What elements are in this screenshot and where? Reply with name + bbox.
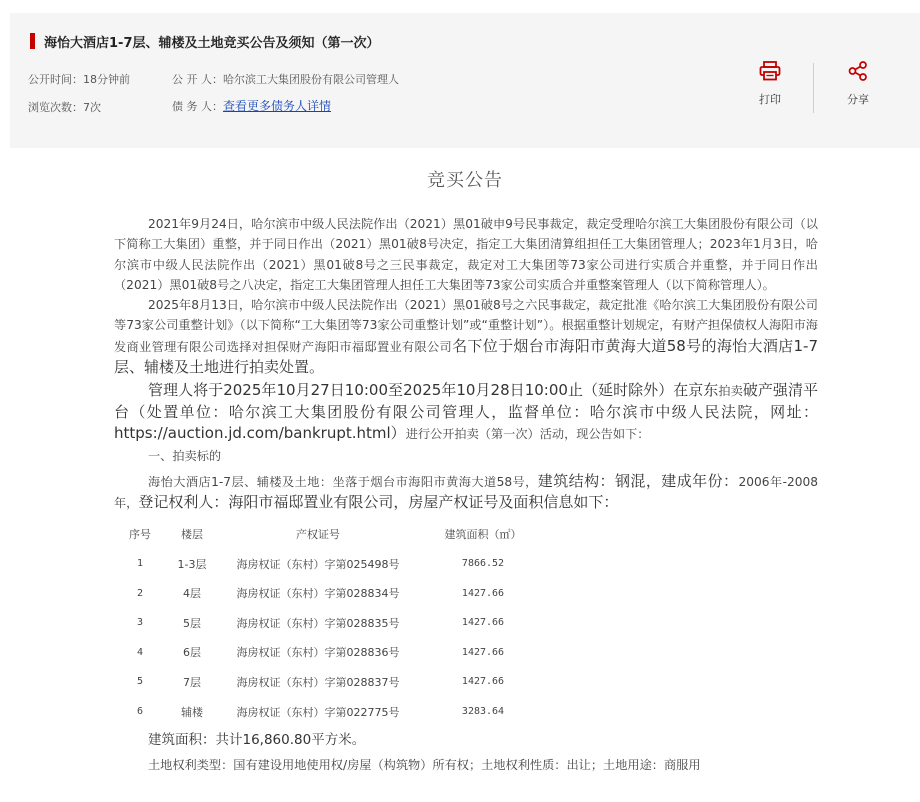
cell-index: 5	[136, 676, 144, 688]
paragraph-2-part-c: 进行拍卖处置。	[219, 358, 325, 377]
cell-floor: 4层	[183, 587, 201, 601]
debtor	[172, 97, 331, 114]
table-row	[114, 667, 548, 697]
paragraph-1: 2021年9月24日，哈尔滨市中级人民法院作出（2021）黑01破申9号民事裁定，裁定受理哈尔滨工大集团股份有限公司（以下简称工大集团）重整，并于同日作出（2021）黑01破8号决定，指定工大集团清算组担任工大集团管理人；2023年1月3日，哈尔滨市中级人民法院作出（2021）黑01破8号之三民事裁定，裁定对工大集团等73家公司进行实质合并重整，并于同日作出（2021）黑01破8号之八决定，指定工大集团管理人担任工大集团等73家公司实质合并重整案管理人（以下简称管理人）。	[114, 217, 818, 292]
paragraph-4-part-a: 海怡大酒店1-7层、辅楼及土地：坐落于烟台市海阳市黄海大道58号，	[148, 474, 538, 489]
publish-time-label: 公开时间：	[28, 73, 83, 86]
action-divider	[813, 63, 814, 113]
col-header-floor: 楼层	[181, 527, 203, 541]
cell-index: 6	[136, 706, 144, 718]
land-right-type: 土地权利类型：国有建设用地使用权/房屋（构筑物）所有权；土地权利性质：出让；土地用途：商服用	[148, 758, 701, 773]
cell-floor: 5层	[183, 616, 201, 630]
cell-area: 1427.66	[461, 646, 505, 658]
cell-index: 4	[136, 646, 144, 658]
notice-body	[114, 214, 818, 773]
cell-floor: 6层	[183, 646, 201, 660]
cell-floor: 7层	[183, 675, 201, 689]
paragraph-2-part-a: 2025年8月13日，哈尔滨市中级人民法院作出（2021）黑01破8号之六民事裁定，裁定批准《哈尔滨工大集团股份有限公司等73家公司重整计划》（以下简称“工大集团等73家公司重整计划”或“重整计划”）。根据重整计划规定，有财产担保债权人海阳市海发商业管理有限公司选择对担保财产海阳市福邸置业有限公司	[114, 298, 818, 354]
cell-area: 1427.66	[461, 587, 505, 599]
paragraph-3-part-b: 拍卖	[718, 384, 743, 399]
publisher-label: 公 开 人：	[172, 73, 223, 86]
debtor-details-link[interactable]: 查看更多债务人详情	[223, 99, 332, 113]
view-count	[28, 99, 101, 115]
share-label: 分享	[847, 93, 869, 106]
paragraph-4	[114, 471, 818, 514]
section-heading-1: 一、拍卖标的	[148, 449, 222, 464]
cell-deed-number: 海房权证（东村）字第028835号	[236, 616, 400, 630]
notice-title: 竞买公告	[427, 170, 503, 191]
cell-index: 1	[136, 558, 144, 570]
cell-deed-number: 海房权证（东村）字第028834号	[236, 587, 400, 601]
paragraph-2-part-b: 名下位于烟台市海阳市黄海大道58号的海怡大酒店1-7层、辅楼及土地	[114, 336, 819, 377]
table-row	[114, 549, 548, 579]
paragraph-3-part-c: 破产强清平台（处置单位：哈尔滨工大集团股份有限公司管理人，监督单位：哈尔滨市中级人民法院，网址：https://auction.jd.com/bankrupt.html）	[114, 381, 819, 442]
share-button[interactable]	[828, 61, 888, 107]
print-button[interactable]	[740, 61, 800, 107]
cell-floor: 1-3层	[177, 557, 207, 571]
col-header-area: 建筑面积（㎡）	[444, 527, 522, 541]
title-bar	[30, 33, 380, 49]
printer-icon	[759, 61, 781, 81]
paragraph-3-part-a: 管理人将于2025年10月27日10:00至2025年10月28日10:00止（延时除外）在京东	[148, 381, 719, 400]
cell-deed-number: 海房权证（东村）字第025498号	[236, 557, 400, 571]
cell-area: 3283.64	[461, 706, 505, 718]
view-count-value: 7次	[83, 101, 101, 114]
cell-index: 2	[136, 587, 144, 599]
table-row	[114, 638, 548, 668]
title-accent-bar	[30, 33, 35, 49]
paragraph-4-part-c: 2006年-2008年，	[114, 474, 818, 510]
notice-header	[10, 13, 920, 148]
page-title: 海怡大酒店1-7层、辅楼及土地竞买公告及须知（第一次）	[44, 35, 380, 51]
table-row	[114, 697, 548, 727]
publisher	[172, 71, 399, 87]
share-icon	[847, 61, 869, 81]
cell-floor: 辅楼	[181, 705, 203, 719]
paragraph-3-part-d: 进行公开拍卖（第一次）活动，现公告如下：	[405, 426, 650, 441]
property-deeds-table	[114, 519, 548, 726]
cell-deed-number: 海房权证（东村）字第028837号	[236, 675, 400, 689]
col-header-index: 序号	[129, 527, 151, 541]
paragraph-4-part-d: 登记权利人：海阳市福邸置业有限公司，房屋产权证号及面积信息如下：	[138, 492, 619, 511]
publish-time	[28, 71, 130, 87]
cell-deed-number: 海房权证（东村）字第022775号	[236, 705, 400, 719]
table-row	[114, 578, 548, 608]
paragraph-3	[114, 380, 818, 444]
cell-area: 7866.52	[461, 558, 505, 570]
paragraph-4-part-b: 建筑结构：钢混，建成年份：	[537, 471, 739, 490]
col-header-deed-number: 产权证号	[296, 527, 340, 541]
debtor-label: 债 务 人：	[172, 100, 223, 113]
cell-deed-number: 海房权证（东村）字第028836号	[236, 646, 400, 660]
publisher-value: 哈尔滨工大集团股份有限公司管理人	[223, 73, 399, 86]
view-count-label: 浏览次数：	[28, 101, 83, 114]
cell-area: 1427.66	[461, 676, 505, 688]
paragraph-2	[114, 295, 818, 378]
print-label: 打印	[759, 93, 781, 106]
table-header-row	[114, 519, 548, 549]
cell-area: 1427.66	[461, 617, 505, 629]
total-area: 建筑面积：共计16,860.80平方米。	[148, 732, 366, 749]
publish-time-value: 18分钟前	[83, 73, 130, 86]
table-row	[114, 608, 548, 638]
cell-index: 3	[136, 617, 144, 629]
